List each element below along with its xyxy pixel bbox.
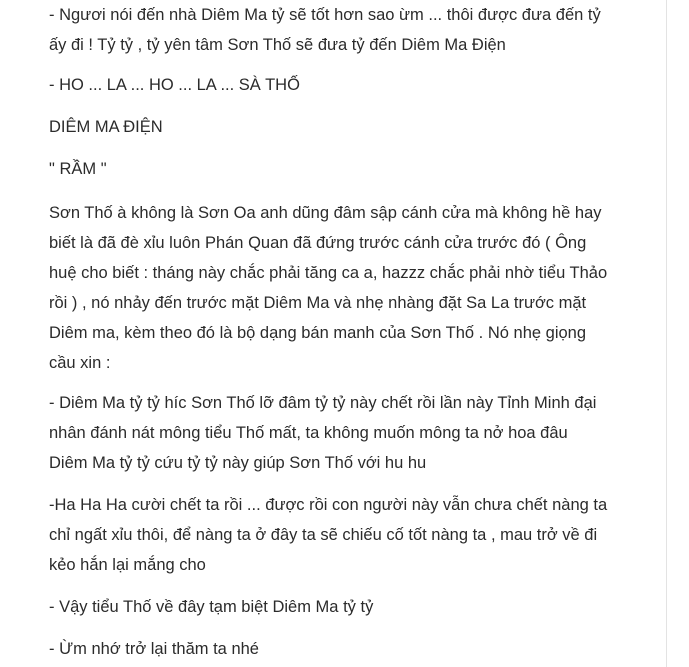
page-divider (666, 0, 667, 667)
paragraph-8: - Vậy tiểu Thố về đây tạm biệt Diêm Ma tỷ tỷ (49, 598, 374, 616)
paragraph-5: Sơn Thố à không là Sơn Oa anh dũng đâm sập cánh cửa mà không hề hay biết là đã đè xỉu luôn Phán Quan đã đứng trước cánh cửa trước đó ( Ông huệ cho biết : tháng này chắc phải tăng ca a, hazzz chắc phải nhờ tiểu Thảo rồi ) , nó nhảy đến trước mặt Diêm Ma và nhẹ nhàng đặt Sa La trước mặt Diêm ma, kèm theo đó là bộ dạng bán manh của Sơn Thố . Nó nhẹ giọng cầu xin : (49, 204, 608, 372)
paragraph-4: " RẦM " (49, 160, 107, 178)
paragraph-9: - Ừm nhớ trở lại thăm ta nhé (49, 640, 259, 658)
paragraph-7: -Ha Ha Ha cười chết ta rồi ... được rồi con người này vẫn chưa chết nàng ta chỉ ngất xỉu thôi, để nàng ta ở đây ta sẽ chiếu cố tốt nàng ta , mau trở về đi kẻo hắn lại mắng cho (49, 496, 608, 574)
paragraph-3: DIÊM MA ĐIỆN (49, 118, 163, 136)
paragraph-6: - Diêm Ma tỷ tỷ híc Sơn Thố lỡ đâm tỷ tỷ này chết rồi lần này Tỉnh Minh đại nhân đánh nát mông tiểu Thố mất, ta không muốn mông ta nở hoa đâu Diêm Ma tỷ tỷ cứu tỷ tỷ này giúp Sơn Thố với hu hu (49, 394, 597, 472)
paragraph-1: - Ngươi nói đến nhà Diêm Ma tỷ sẽ tốt hơn sao ừm ... thôi được đưa đến tỷ ấy đi ! Tỷ tỷ , tỷ yên tâm Sơn Thố sẽ đưa tỷ đến Diêm Ma Điện (49, 6, 601, 54)
paragraph-2: - HO ... LA ... HO ... LA ... SÀ THỐ (49, 76, 300, 94)
